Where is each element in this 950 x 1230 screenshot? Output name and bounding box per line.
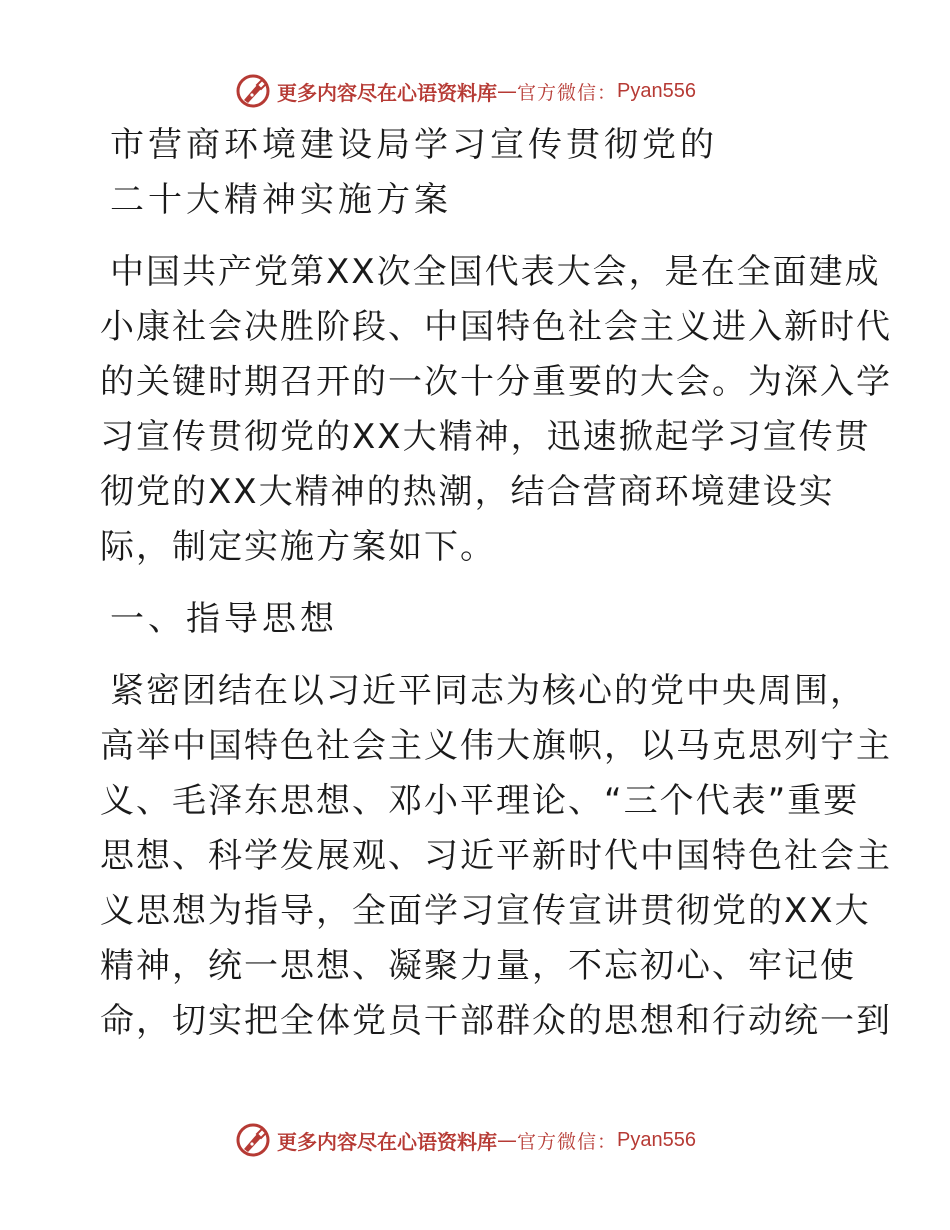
- paragraph-line: 思想、科学发展观、习近平新时代中国特色社会主: [100, 836, 892, 876]
- paragraph-line: 的关键时期召开的一次十分重要的大会。为深入学: [100, 362, 892, 402]
- watermark-contact-label: 官方微信：: [517, 1130, 618, 1153]
- paragraph-line: 义、毛泽东思想、邓小平理论、“三个代表”重要: [100, 781, 860, 821]
- pen-nib-logo-icon: [235, 1122, 271, 1158]
- paragraph-line: 命，切实把全体党员干部群众的思想和行动统一到: [100, 1001, 892, 1041]
- paragraph-line: 彻党的XX大精神的热潮，结合营商环境建设实: [100, 472, 835, 512]
- paragraph-line: 小康社会决胜阶段、中国特色社会主义进入新时代: [100, 307, 892, 347]
- paragraph-line: 精神，统一思想、凝聚力量，不忘初心、牢记使: [100, 946, 856, 986]
- watermark-handle: Pyan556: [617, 79, 696, 102]
- paragraph-line: 习宣传贯彻党的XX大精神，迅速掀起学习宣传贯: [100, 417, 871, 457]
- paragraph-line: 紧密团结在以习近平同志为核心的党中央周围，: [110, 671, 866, 711]
- document-title-line-2: 二十大精神实施方案: [110, 180, 452, 220]
- paragraph-line: 际，制定实施方案如下。: [100, 527, 496, 567]
- watermark-dash: —: [497, 1128, 517, 1152]
- watermark-header: [235, 71, 715, 111]
- document-title-line-1: 市营商环境建设局学习宣传贯彻党的: [110, 125, 718, 165]
- watermark-contact-label: 官方微信：: [517, 81, 618, 104]
- document-body: [100, 118, 892, 1049]
- section-heading: 一、指导思想: [110, 599, 338, 639]
- paragraph-line: 中国共产党第XX次全国代表大会，是在全面建成: [110, 252, 881, 292]
- paragraph-line: 义思想为指导，全面学习宣传宣讲贯彻党的XX大: [100, 891, 871, 931]
- paragraph-line: 高举中国特色社会主义伟大旗帜，以马克思列宁主: [100, 726, 892, 766]
- intro-paragraph: [100, 245, 892, 575]
- watermark-handle: Pyan556: [617, 1128, 696, 1151]
- watermark-dash: —: [497, 79, 517, 103]
- pen-nib-logo-icon: [235, 73, 271, 109]
- watermark-footer: [235, 1120, 715, 1160]
- guiding-thought-paragraph: [100, 664, 892, 1049]
- watermark-brand: 更多内容尽在心语资料库: [277, 80, 497, 105]
- watermark-brand: 更多内容尽在心语资料库: [277, 1129, 497, 1154]
